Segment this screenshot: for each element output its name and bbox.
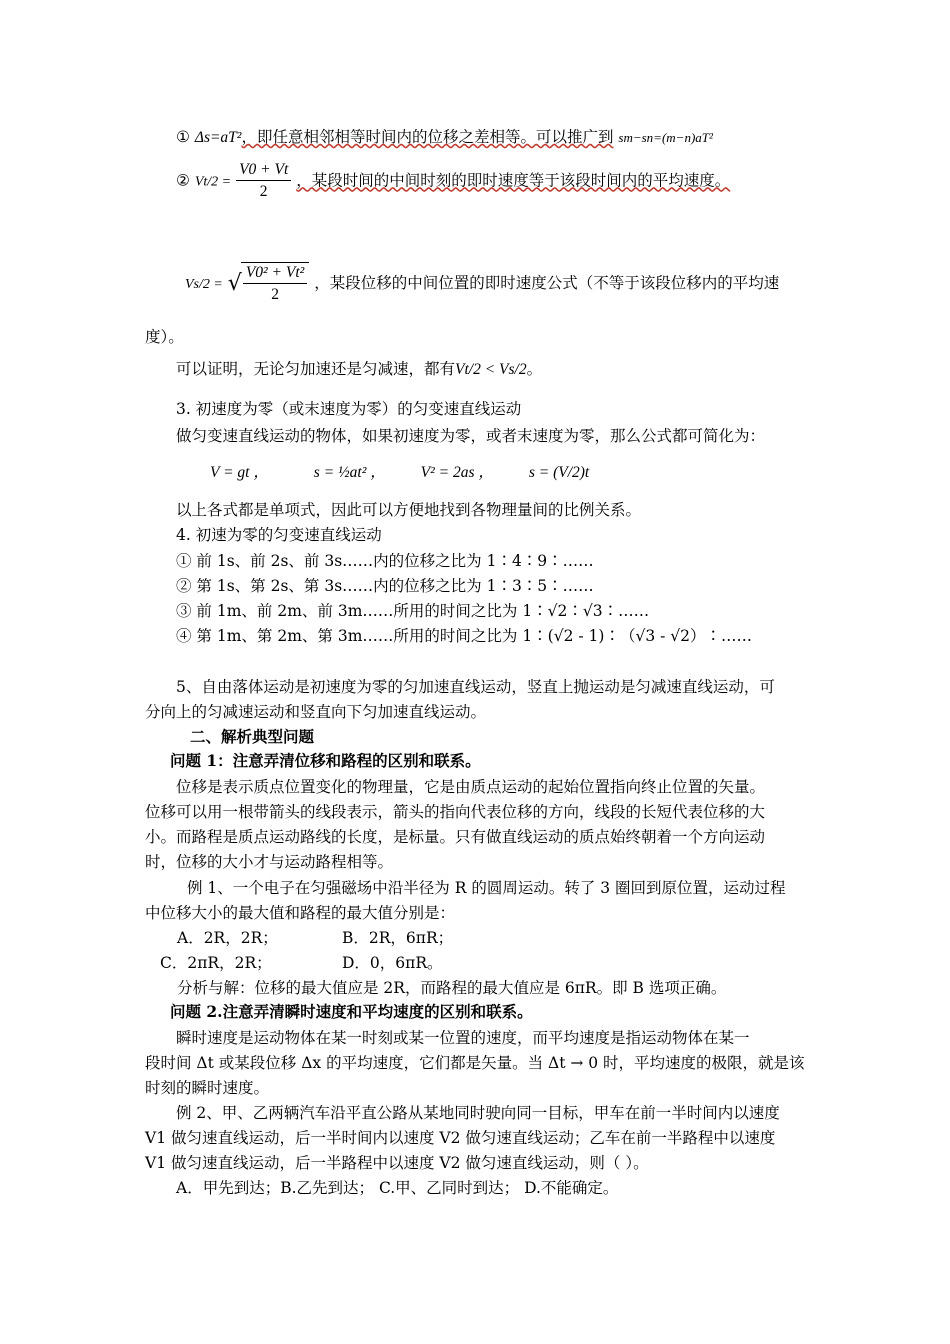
formula-2 <box>176 160 841 210</box>
q2-paragraph-line: 瞬时速度是运动物体在某一时刻或某一位置的速度，而平均速度是指运动物体在某一 <box>176 1029 750 1047</box>
q1-paragraph-line: 位移是表示质点位置变化的物理量，它是由质点运动的起始位置指向终止位置的矢量。 <box>176 778 766 796</box>
ex2-options: A．甲先到达；B.乙先到达； C.甲、乙同时到达； D.不能确定。 <box>176 1179 619 1197</box>
formula-1 <box>176 125 841 150</box>
ex1-answer: 分析与解：位移的最大值应是 2R，而路程的最大值应是 6πR。即 B 选项正确。 <box>177 979 727 997</box>
eq-v2-2as: V² = 2as ， <box>420 464 494 481</box>
sec4-item: ③ 前 1m、前 2m、前 3m……所用的时间之比为 1∶√2∶√3∶…… <box>176 602 650 620</box>
q2-paragraph-line: 时刻的瞬时速度。 <box>145 1079 270 1097</box>
formula-2-numerator: V0 + Vt <box>236 160 291 181</box>
q1-paragraph-line: 小。而路程是质点运动路线的长度，是标量。只有做直线运动的质点始终朝着一个方向运动 <box>145 828 766 846</box>
formula-2-lhs: Vt/2 = <box>194 174 232 190</box>
sec5-line1: 5、自由落体运动是初速度为零的匀加速直线运动，竖直上抛运动是匀减速直线运动，可 <box>176 678 775 696</box>
sec3-title: 3. 初速度为零（或末速度为零）的匀变速直线运动 <box>176 400 522 418</box>
q1-paragraph-line: 时，位移的大小才与运动路程相等。 <box>145 853 394 871</box>
ex2-line: V1 做匀速直线运动，后一半时间内以速度 V2 做匀速直线运动；乙车在前一半路程中以速度 <box>145 1129 776 1147</box>
proof-end: 。 <box>526 360 543 378</box>
sqrt-icon: √ <box>227 271 242 296</box>
q1-title: 问题 1：注意弄清位移和路程的区别和联系。 <box>170 751 481 770</box>
formula-1-text: ，即任意相邻相等时间内的位移之差相等。可以推广到 <box>241 128 614 146</box>
formula-3-numerator: V0² + Vt² <box>243 263 308 284</box>
q1-paragraph-line: 位移可以用一根带箭头的线段表示，箭头的指向代表位移的方向，线段的长短代表位移的大 <box>145 803 766 821</box>
sec3-line2: 以上各式都是单项式，因此可以方便地找到各物理量间的比例关系。 <box>176 501 642 519</box>
ex1-line: 例 1、一个电子在匀强磁场中沿半径为 R 的圆周运动。转了 3 圈回到原位置，运动过程 <box>187 879 786 897</box>
ex1-option-d: D．0，6πR。 <box>342 954 443 972</box>
eq-s-half-at2: s = ½at² ， <box>313 464 386 481</box>
formula-1-math: Δs=aT² <box>194 129 242 146</box>
ex1-option-c: C．2πR，2R； <box>160 954 272 972</box>
proof-math: Vt/2 < Vs/2 <box>455 361 527 378</box>
sec4-title: 4. 初速为零的匀变速直线运动 <box>176 526 382 544</box>
q2-paragraph-line: 段时间 Δt 或某段位移 Δx 的平均速度，它们都是矢量。当 Δt → 0 时，平均速度的极限，就是该 <box>145 1054 805 1072</box>
ex2-line: V1 做匀速直线运动，后一半路程中以速度 V2 做匀速直线运动，则（ ）。 <box>145 1154 649 1172</box>
formula-3-text: ，某段位移的中间位置的即时速度公式（不等于该段位移内的平均速 <box>314 274 780 292</box>
sec3-line1: 做匀变速直线运动的物体，如果初速度为零，或者末速度为零，那么公式都可简化为： <box>176 427 766 445</box>
formula-3-continuation: 度）。 <box>145 328 184 346</box>
formula-3-denominator: 2 <box>271 286 279 303</box>
sec4-item: ① 前 1s、前 2s、前 3s……内的位移之比为 1∶4∶9∶…… <box>176 552 594 570</box>
proof-line <box>176 357 841 382</box>
ex2-line: 例 2、甲、乙两辆汽车沿平直公路从某地同时驶向同一目标，甲车在前一半时间内以速度 <box>176 1104 780 1122</box>
ex1-option-b: B．2R，6πR； <box>342 929 454 947</box>
formula-2-prefix: ② <box>176 171 190 190</box>
formula-1-general: sm−sn=(m−n)aT² <box>618 130 713 145</box>
sec4-item: ④ 第 1m、第 2m、第 3m……所用的时间之比为 1∶(√2 - 1)∶（√3 - √2）∶…… <box>176 627 753 645</box>
sec5-line2: 分向上的匀减速运动和竖直向下匀加速直线运动。 <box>145 703 487 721</box>
sec3-equations <box>210 460 875 485</box>
part2-heading: 二、解析典型问题 <box>190 727 315 746</box>
ex1-option-a: A．2R，2R； <box>177 929 278 947</box>
formula-1-prefix: ① <box>176 128 190 146</box>
formula-2-text: ，某段时间的中间时刻的即时速度等于该段时间内的平均速度。 <box>296 171 731 190</box>
formula-3-fraction <box>241 262 310 306</box>
formula-3-lhs: Vs/2 = <box>185 277 223 292</box>
eq-s-vt: s = (V/2)t <box>528 464 590 481</box>
proof-text: 可以证明，无论匀加速还是匀减速，都有 <box>176 360 456 378</box>
q2-title: 问题 2.注意弄清瞬时速度和平均速度的区别和联系。 <box>170 1002 533 1021</box>
formula-2-fraction <box>236 160 291 203</box>
formula-3 <box>185 262 850 314</box>
formula-2-denominator: 2 <box>259 183 268 200</box>
ex1-line: 中位移大小的最大值和路程的最大值分别是： <box>145 904 456 922</box>
sec4-item: ② 第 1s、第 2s、第 3s……内的位移之比为 1∶3∶5∶…… <box>176 577 594 595</box>
eq-v-gt: V = gt ， <box>210 464 269 481</box>
